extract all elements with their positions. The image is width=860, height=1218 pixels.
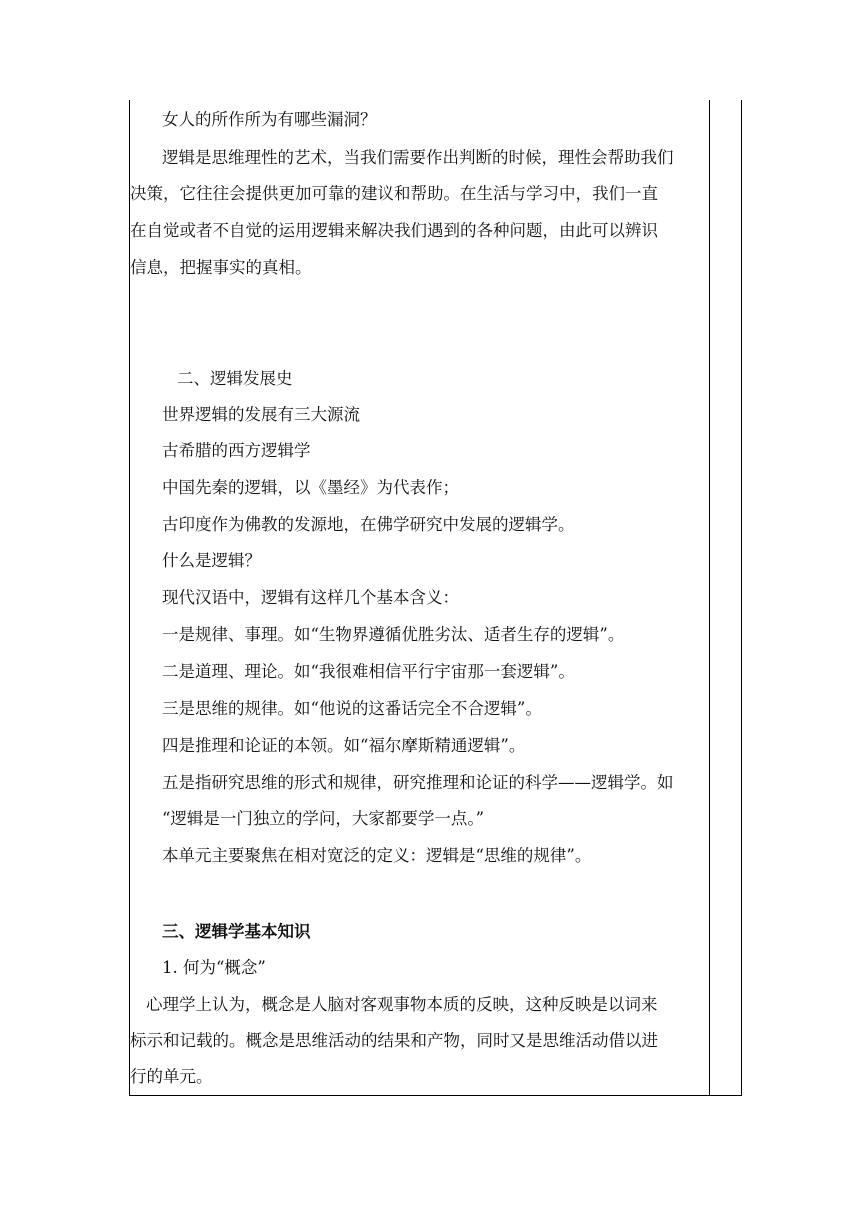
section2-line-6: 现代汉语中，逻辑有这样几个基本含义： [162,588,459,607]
section2-line-4: 古印度作为佛教的发源地，在佛学研究中发展的逻辑学。 [162,515,575,534]
section2-line-1: 世界逻辑的发展有三大源流 [162,405,360,424]
section2-line-3: 中国先秦的逻辑，以《墨经》为代表作； [162,478,459,497]
section2-line-13: 本单元主要聚焦在相对宽泛的定义：逻辑是“思维的规律”。 [162,846,592,865]
table-border-bottom [129,1095,742,1096]
section2-line-7: 一是规律、事理。如“生物界遵循优胜劣汰、适者生存的逻辑”。 [162,625,625,644]
intro-para-line-1: 逻辑是思维理性的艺术，当我们需要作出判断的时候，理性会帮助我们 [162,148,674,167]
section2-line-10: 四是推理和论证的本领。如“福尔摩斯精通逻辑”。 [162,736,526,755]
table-border-right [741,100,742,1096]
intro-para-line-3: 在自觉或者不自觉的运用逻辑来解决我们遇到的各种问题，由此可以辨识 [130,221,658,240]
section2-line-12: “逻辑是一门独立的学问，大家都要学一点。” [162,809,485,828]
section2-line-8: 二是道理、理论。如“我很难相信平行宇宙那一套逻辑”。 [162,662,575,681]
intro-para-line-2: 决策，它往往会提供更加可靠的建议和帮助。在生活与学习中，我们一直 [130,184,658,203]
section3-para-line-2: 标示和记载的。概念是思维活动的结果和产物，同时又是思维活动借以进 [130,1031,658,1050]
section2-line-2: 古希腊的西方逻辑学 [162,441,311,460]
section2-heading: 二、逻辑发展史 [177,369,293,388]
section2-line-5: 什么是逻辑？ [162,551,261,570]
intro-para-line-4: 信息，把握事实的真相。 [130,258,312,277]
section2-line-11: 五是指研究思维的形式和规律，研究推理和论证的科学——逻辑学。如 [162,773,674,792]
section3-subheading: 1. 何为“概念” [162,958,266,977]
section2-line-9: 三是思维的规律。如“他说的这番话完全不合逻辑”。 [162,699,542,718]
table-border-left [129,100,130,1096]
intro-question: 女人的所作所为有哪些漏洞？ [162,110,377,129]
table-border-inner [709,100,710,1096]
section3-para-line-1: 心理学上认为，概念是人脑对客观事物本质的反映，这种反映是以词来 [146,995,658,1014]
section3-para-line-3: 行的单元。 [130,1067,213,1086]
section3-heading: 三、逻辑学基本知识 [162,922,311,941]
